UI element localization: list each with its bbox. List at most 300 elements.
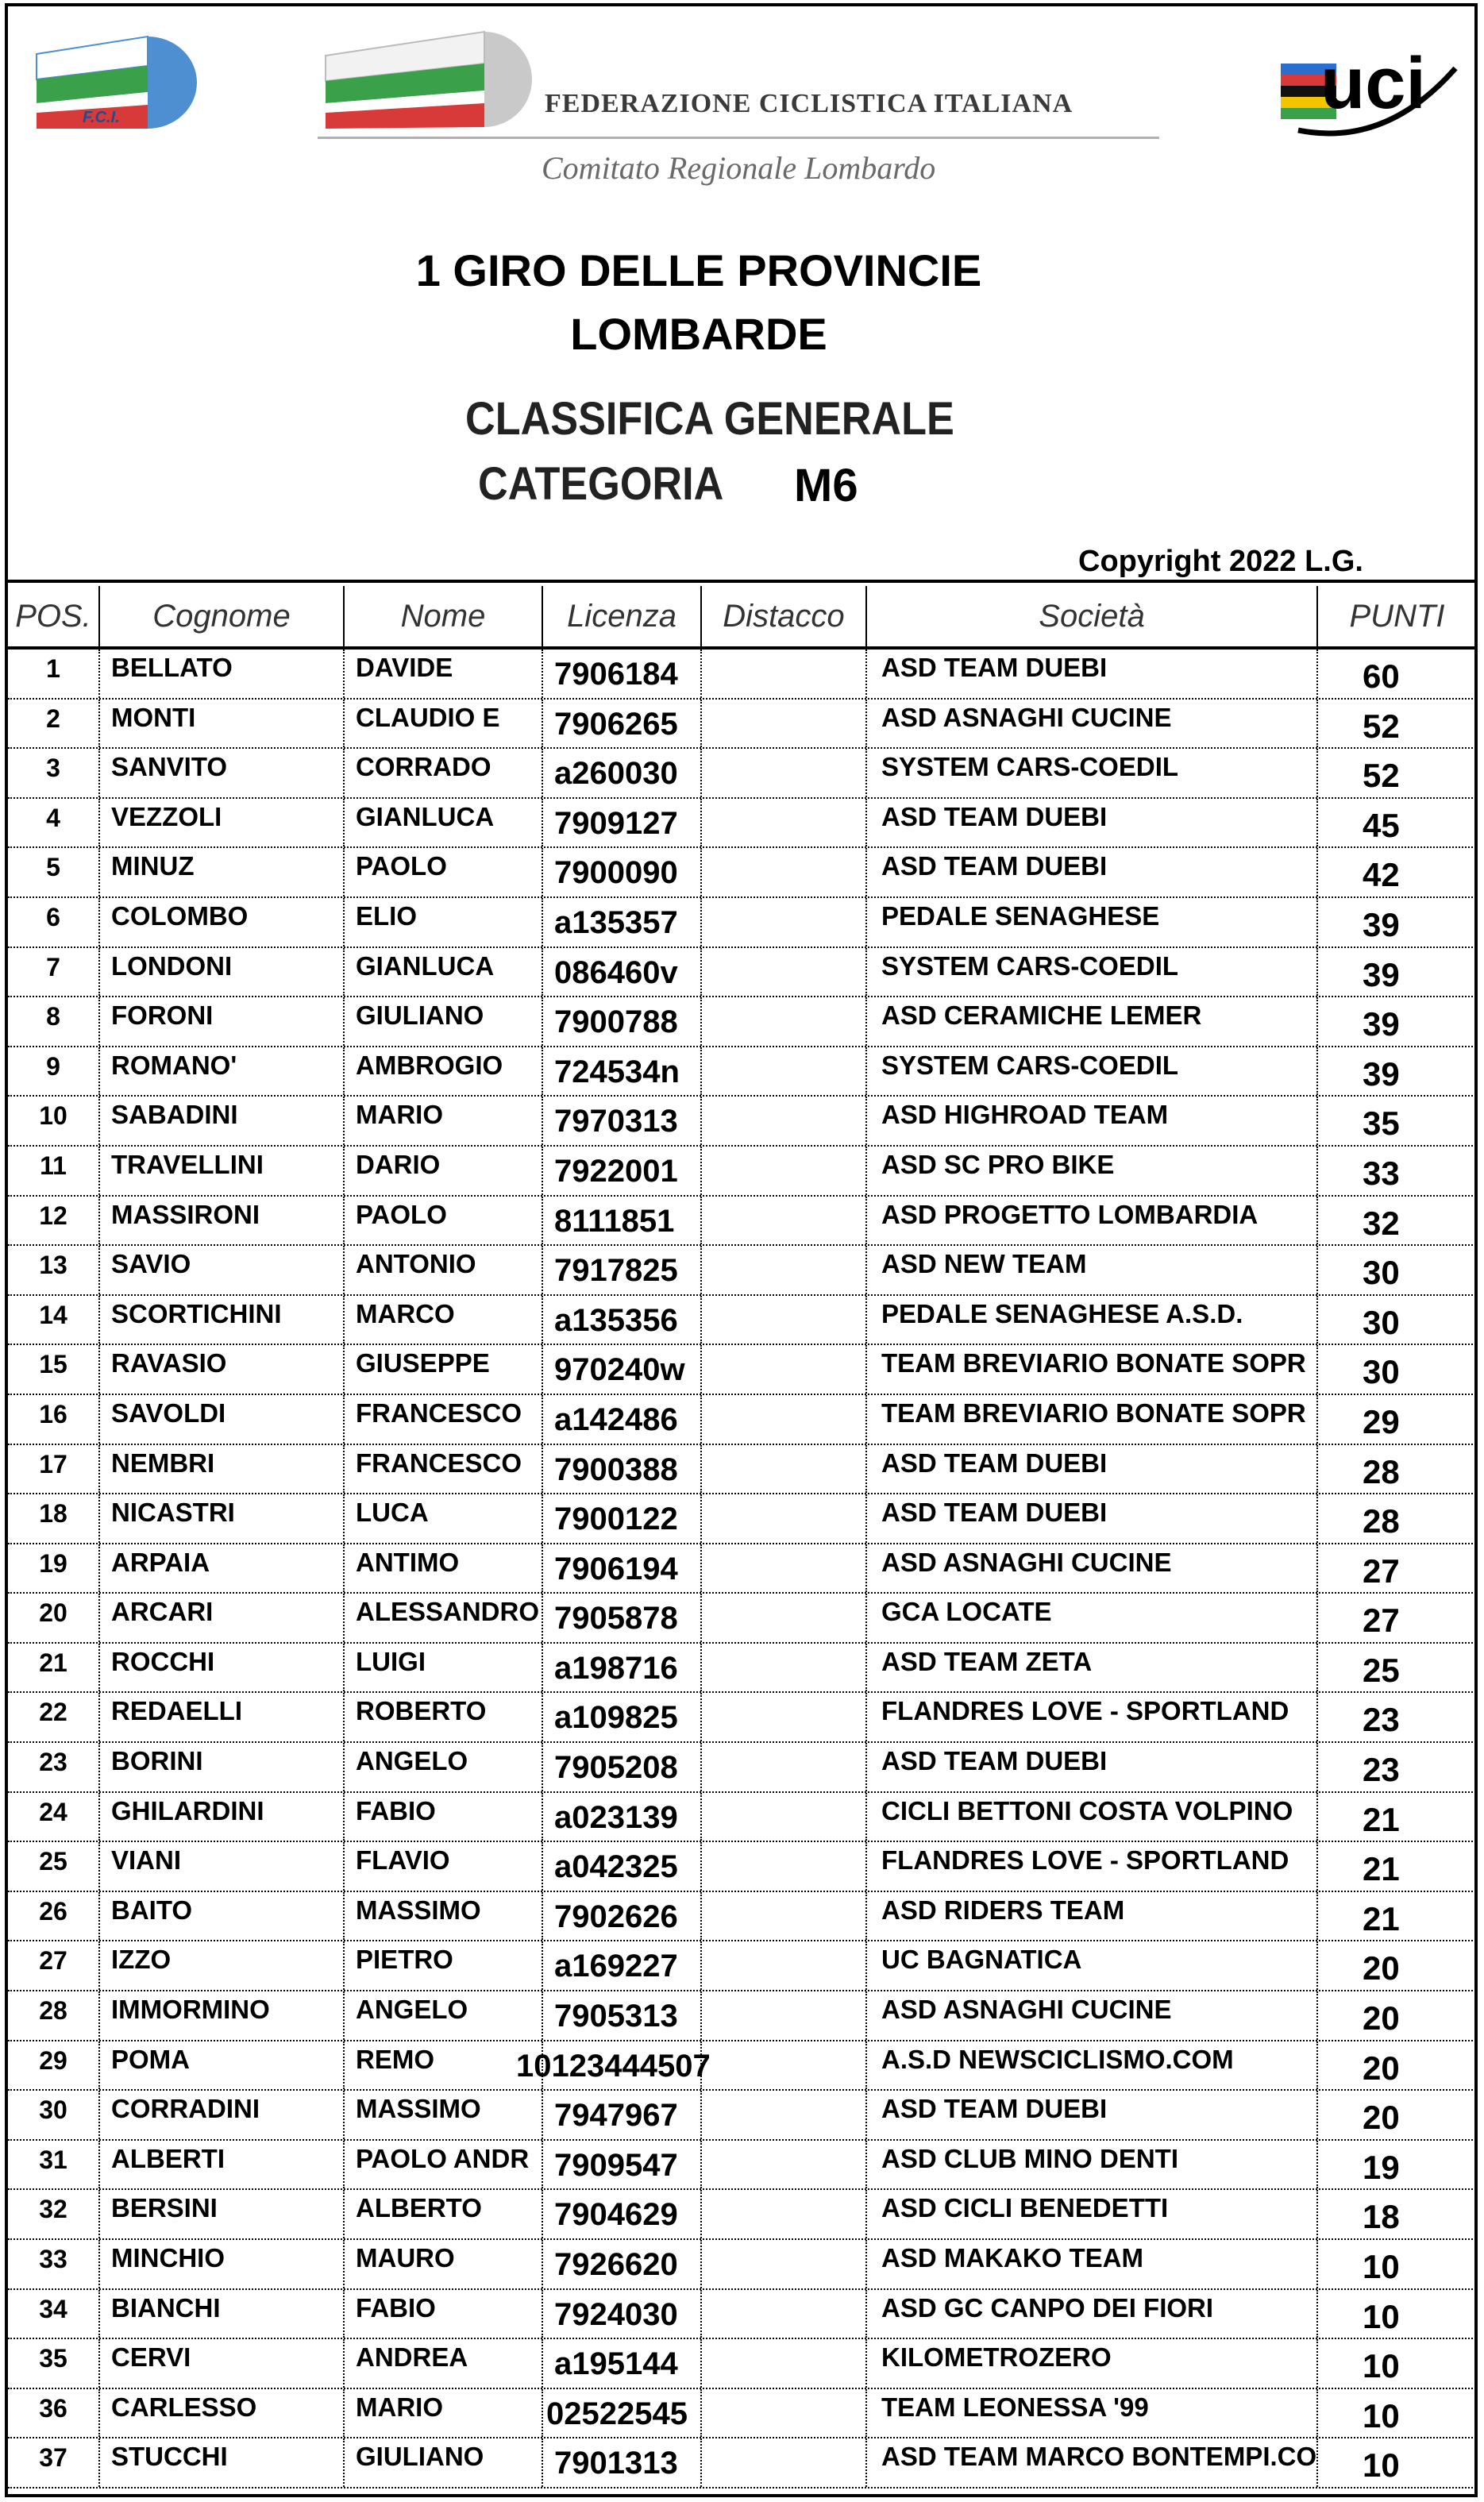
cell-societa: SYSTEM CARS-COEDIL [867,1047,1318,1096]
cell-nome: MARCO [345,1296,543,1344]
table-row [8,1544,1476,1594]
cell-nome: MASSIMO [345,1892,543,1941]
cell-societa: UC BAGNATICA [867,1941,1318,1990]
cell-societa: ASD SC PRO BIKE [867,1147,1318,1195]
column-header-pos: POS. [8,586,100,646]
cell-licenza: a135357 [543,898,702,946]
cell-cognome: SAVOLDI [100,1395,345,1444]
cell-pos: 21 [8,1644,100,1692]
cell-punti: 52 [1363,707,1400,745]
cell-pos: 30 [8,2091,100,2139]
table-row [8,1793,1476,1843]
cell-licenza: 10123444507 [543,2041,702,2090]
cell-nome: MARIO [345,1097,543,1145]
cell-licenza: 7922001 [543,1147,702,1195]
table-header-row [8,586,1476,646]
cell-punti: 45 [1363,806,1400,844]
cell-cognome: LONDONI [100,948,345,997]
cell-societa: ASD TEAM DUEBI [867,2091,1318,2139]
cell-distacco [702,2041,867,2090]
cell-licenza: 7906184 [543,650,702,698]
cell-licenza: 8111851 [543,1197,702,1245]
cell-licenza: 7924030 [543,2290,702,2338]
cell-nome: MARIO [345,2389,543,2438]
cell-punti: 21 [1363,1800,1400,1838]
cell-nome: LUIGI [345,1644,543,1692]
cell-cognome: ARCARI [100,1594,345,1642]
fci-logo [29,30,207,133]
cell-societa: TEAM BREVIARIO BONATE SOPR [867,1345,1318,1394]
cell-pos: 7 [8,948,100,997]
cell-distacco [702,1842,867,1891]
cell-cognome: CORRADINI [100,2091,345,2139]
table-row [8,2240,1476,2290]
table-row [8,2389,1476,2439]
table-row [8,1941,1476,1991]
cell-distacco [702,1941,867,1990]
table-row [8,650,1476,700]
table-row [8,997,1476,1047]
cell-licenza: 7900788 [543,997,702,1046]
cell-licenza: 7900090 [543,848,702,896]
table-row [8,898,1476,948]
cell-cognome: COLOMBO [100,898,345,946]
column-header-distacco: Distacco [702,586,867,646]
cell-nome: FRANCESCO [345,1395,543,1444]
cell-societa: ASD CLUB MINO DENTI [867,2141,1318,2189]
cell-licenza: a042325 [543,1842,702,1891]
cell-distacco [702,1395,867,1444]
cell-cognome: ROMANO' [100,1047,345,1096]
cell-pos: 23 [8,1743,100,1791]
cell-societa: TEAM LEONESSA '99 [867,2389,1318,2438]
cell-societa: ASD NEW TEAM [867,1246,1318,1294]
cell-licenza: 7901313 [543,2438,702,2487]
cell-cognome: IMMORMINO [100,1991,345,2040]
cell-nome: PIETRO [345,1941,543,1990]
cell-cognome: IZZO [100,1941,345,1990]
cell-punti: 60 [1363,657,1400,695]
table-body [8,646,1476,2489]
column-header-punti: PUNTI [1349,599,1445,634]
cell-licenza: a195144 [543,2339,702,2388]
cell-distacco [702,1147,867,1195]
category-label: CATEGORIA [478,458,724,510]
cell-cognome: BIANCHI [100,2290,345,2338]
cell-pos: 24 [8,1793,100,1841]
cell-licenza: a260030 [543,749,702,797]
cell-cognome: ROCCHI [100,1644,345,1692]
cell-societa: ASD MAKAKO TEAM [867,2240,1318,2288]
cell-licenza: 724534n [543,1047,702,1096]
cell-nome: GIANLUCA [345,799,543,847]
federation-flag-logo [318,24,548,135]
table-row [8,1892,1476,1942]
cell-societa: ASD ASNAGHI CUCINE [867,1544,1318,1593]
cell-licenza: a198716 [543,1644,702,1692]
cell-punti: 39 [1363,1054,1400,1093]
cell-cognome: TRAVELLINI [100,1147,345,1195]
cell-licenza: 7906265 [543,700,702,748]
cell-pos: 1 [8,650,100,698]
cell-nome: PAOLO [345,848,543,896]
table-row [8,1693,1476,1743]
cell-licenza: 7900122 [543,1494,702,1543]
table-row [8,1743,1476,1793]
cell-cognome: REDAELLI [100,1693,345,1741]
cell-pos: 29 [8,2041,100,2090]
table-row [8,1047,1476,1097]
cell-nome: FABIO [345,1793,543,1841]
cell-cognome: BELLATO [100,650,345,698]
cell-societa: PEDALE SENAGHESE A.S.D. [867,1296,1318,1344]
svg-text:uci: uci [1320,43,1426,124]
cell-licenza: 7909127 [543,799,702,847]
cell-pos: 28 [8,1991,100,2040]
cell-punti: 30 [1363,1303,1400,1341]
cell-distacco [702,848,867,896]
cell-distacco [702,700,867,748]
cell-societa: ASD GC CANPO DEI FIORI [867,2290,1318,2338]
cell-cognome: SAVIO [100,1246,345,1294]
cell-pos: 19 [8,1544,100,1593]
cell-societa: ASD TEAM MARCO BONTEMPI.CO [867,2438,1318,2487]
cell-societa: ASD TEAM DUEBI [867,650,1318,698]
cell-punti: 35 [1363,1105,1400,1143]
cell-nome: DAVIDE [345,650,543,698]
cell-pos: 5 [8,848,100,896]
cell-pos: 15 [8,1345,100,1394]
cell-licenza: 970240w [543,1345,702,1394]
column-header-nome: Nome [345,586,543,646]
cell-punti: 23 [1363,1701,1400,1739]
cell-cognome: SABADINI [100,1097,345,1145]
uci-logo [1274,29,1465,140]
cell-punti: 20 [1363,1999,1400,2037]
column-header-licenza: Licenza [543,586,702,646]
cell-punti: 27 [1363,1552,1400,1590]
cell-cognome: MINCHIO [100,2240,345,2288]
cell-societa: KILOMETROZERO [867,2339,1318,2388]
cell-distacco [702,1445,867,1494]
cell-punti: 10 [1363,2297,1400,2335]
table-row [8,2438,1476,2489]
cell-cognome: SANVITO [100,749,345,797]
cell-pos: 3 [8,749,100,797]
cell-punti: 30 [1363,1254,1400,1292]
cell-distacco [702,1197,867,1245]
cell-nome: ANGELO [345,1991,543,2040]
cell-societa: ASD TEAM DUEBI [867,799,1318,847]
cell-nome: PAOLO [345,1197,543,1245]
cell-distacco [702,898,867,946]
cell-nome: MAURO [345,2240,543,2288]
cell-cognome: CARLESSO [100,2389,345,2438]
cell-punti: 25 [1363,1651,1400,1689]
table-row [8,799,1476,849]
cell-punti: 29 [1363,1402,1400,1440]
cell-licenza: 7917825 [543,1246,702,1294]
cell-punti: 33 [1363,1154,1400,1192]
cell-distacco [702,2290,867,2338]
cell-punti: 52 [1363,757,1400,795]
cell-pos: 11 [8,1147,100,1195]
table-row [8,1147,1476,1197]
cell-nome: GIULIANO [345,2438,543,2487]
cell-punti: 23 [1363,1751,1400,1789]
cell-societa: FLANDRES LOVE - SPORTLAND [867,1842,1318,1891]
cell-punti: 21 [1363,1850,1400,1888]
cell-licenza: a023139 [543,1793,702,1841]
title-line-1: 1 GIRO DELLE PROVINCIE [415,245,982,295]
table-row [8,1991,1476,2041]
cell-punti: 20 [1363,1949,1400,1987]
cell-pos: 9 [8,1047,100,1096]
cell-cognome: NICASTRI [100,1494,345,1543]
cell-nome: GIULIANO [345,997,543,1046]
table-row [8,2290,1476,2340]
cell-cognome: POMA [100,2041,345,2090]
cell-distacco [702,2141,867,2189]
cell-cognome: BAITO [100,1892,345,1941]
cell-distacco [702,2190,867,2238]
title-line-2: LOMBARDE [570,309,827,359]
cell-pos: 31 [8,2141,100,2189]
cell-societa: ASD TEAM DUEBI [867,1445,1318,1494]
cell-punti: 20 [1363,2049,1400,2087]
cell-pos: 2 [8,700,100,748]
cell-pos: 26 [8,1892,100,1941]
cell-nome: ANTIMO [345,1544,543,1593]
cell-pos: 32 [8,2190,100,2238]
cell-punti: 10 [1363,2396,1400,2435]
cell-distacco [702,1097,867,1145]
cell-societa: PEDALE SENAGHESE [867,898,1318,946]
cell-licenza: 7909547 [543,2141,702,2189]
cell-cognome: FORONI [100,997,345,1046]
cell-punti: 10 [1363,2347,1400,2385]
cell-societa: ASD ASNAGHI CUCINE [867,700,1318,748]
cell-pos: 4 [8,799,100,847]
cell-nome: ANGELO [345,1743,543,1791]
table-row [8,2339,1476,2389]
cell-licenza: 7905313 [543,1991,702,2040]
cell-distacco [702,1991,867,2040]
copyright-notice: Copyright 2022 L.G. [1078,545,1363,578]
cell-distacco [702,2389,867,2438]
cell-punti: 42 [1363,856,1400,894]
cell-distacco [702,2438,867,2487]
cell-cognome: ALBERTI [100,2141,345,2189]
table-row [8,1097,1476,1147]
table-row [8,1842,1476,1892]
cell-pos: 37 [8,2438,100,2487]
cell-licenza: 7900388 [543,1445,702,1494]
cell-nome: CORRADO [345,749,543,797]
cell-punti: 21 [1363,1899,1400,1937]
cell-societa: ASD TEAM DUEBI [867,1743,1318,1791]
cell-pos: 10 [8,1097,100,1145]
cell-societa: ASD CICLI BENEDETTI [867,2190,1318,2238]
cell-distacco [702,1047,867,1096]
cell-distacco [702,1544,867,1593]
cell-societa: SYSTEM CARS-COEDIL [867,749,1318,797]
cell-nome: LUCA [345,1494,543,1543]
cell-licenza: 7947967 [543,2091,702,2139]
cell-distacco [702,997,867,1046]
cell-cognome: GHILARDINI [100,1793,345,1841]
cell-societa: SYSTEM CARS-COEDIL [867,948,1318,997]
table-row [8,2041,1476,2091]
committee-name: Comitato Regionale Lombardo [542,150,936,186]
cell-licenza: a135356 [543,1296,702,1344]
cell-licenza: 086460v [543,948,702,997]
cell-pos: 33 [8,2240,100,2288]
cell-pos: 20 [8,1594,100,1642]
table-row [8,749,1476,799]
cell-pos: 27 [8,1941,100,1990]
table-row [8,1594,1476,1644]
cell-pos: 34 [8,2290,100,2338]
cell-distacco [702,799,867,847]
cell-punti: 27 [1363,1602,1400,1640]
cell-societa: ASD TEAM DUEBI [867,848,1318,896]
classification-title: CLASSIFICA GENERALE [465,393,954,445]
cell-distacco [702,2240,867,2288]
cell-cognome: MONTI [100,700,345,748]
cell-distacco [702,1345,867,1394]
cell-distacco [702,1693,867,1741]
cell-licenza: 7904629 [543,2190,702,2238]
cell-pos: 35 [8,2339,100,2388]
cell-pos: 17 [8,1445,100,1494]
cell-licenza: a142486 [543,1395,702,1444]
cell-pos: 6 [8,898,100,946]
cell-cognome: CERVI [100,2339,345,2388]
cell-nome: GIUSEPPE [345,1345,543,1394]
table-row [8,700,1476,750]
cell-distacco [702,1246,867,1294]
cell-nome: ELIO [345,898,543,946]
cell-pos: 16 [8,1395,100,1444]
cell-nome: REMO [345,2041,543,2090]
cell-nome: ANTONIO [345,1246,543,1294]
cell-distacco [702,1296,867,1344]
cell-cognome: BORINI [100,1743,345,1791]
cell-punti: 10 [1363,2248,1400,2285]
cell-nome: CLAUDIO E [345,700,543,748]
cell-pos: 25 [8,1842,100,1891]
cell-punti: 20 [1363,2099,1400,2137]
cell-punti: 28 [1363,1502,1400,1540]
cell-cognome: MINUZ [100,848,345,896]
cell-punti: 30 [1363,1353,1400,1391]
cell-nome: FRANCESCO [345,1445,543,1494]
cell-nome: DARIO [345,1147,543,1195]
cell-cognome: VIANI [100,1842,345,1891]
cell-societa: ASD HIGHROAD TEAM [867,1097,1318,1145]
cell-licenza: 7970313 [543,1097,702,1145]
table-row [8,1644,1476,1694]
cell-distacco [702,948,867,997]
cell-nome: FLAVIO [345,1842,543,1891]
cell-punti: 28 [1363,1452,1400,1490]
cell-nome: PAOLO ANDR [345,2141,543,2189]
cell-societa: FLANDRES LOVE - SPORTLAND [867,1693,1318,1741]
cell-licenza: 7926620 [543,2240,702,2288]
table-row [8,848,1476,898]
table-row [8,1445,1476,1495]
header-divider [5,580,1478,583]
cell-cognome: NEMBRI [100,1445,345,1494]
table-row [8,1345,1476,1395]
column-header-cognome: Cognome [100,586,345,646]
cell-societa: GCA LOCATE [867,1594,1318,1642]
cell-punti: 10 [1363,2446,1400,2485]
cell-licenza: a109825 [543,1693,702,1741]
cell-licenza: 02522545 [543,2389,702,2438]
cell-distacco [702,1594,867,1642]
cell-cognome: ARPAIA [100,1544,345,1593]
table-row [8,2091,1476,2141]
federation-name: FEDERAZIONE CICLISTICA ITALIANA [545,89,1073,118]
svg-text:F.C.I.: F.C.I. [83,109,120,126]
cell-distacco [702,650,867,698]
cell-distacco [702,1892,867,1941]
cell-punti: 18 [1363,2198,1400,2236]
cell-pos: 22 [8,1693,100,1741]
cell-societa: ASD CERAMICHE LEMER [867,997,1318,1046]
cell-cognome: BERSINI [100,2190,345,2238]
cell-punti: 39 [1363,905,1400,943]
cell-nome: ALESSANDRO [345,1594,543,1642]
table-row [8,1494,1476,1544]
cell-pos: 13 [8,1246,100,1294]
cell-societa: A.S.D NEWSCICLISMO.COM [867,2041,1318,2090]
cell-distacco [702,1494,867,1543]
cell-punti: 39 [1363,1005,1400,1043]
cell-nome: ANDREA [345,2339,543,2388]
cell-pos: 18 [8,1494,100,1543]
cell-licenza: 7906194 [543,1544,702,1593]
cell-distacco [702,1793,867,1841]
cell-nome: GIANLUCA [345,948,543,997]
ranking-table [8,586,1476,2489]
cell-cognome: MASSIRONI [100,1197,345,1245]
cell-distacco [702,1743,867,1791]
cell-societa: ASD TEAM DUEBI [867,1494,1318,1543]
cell-licenza: 7905208 [543,1743,702,1791]
cell-nome: AMBROGIO [345,1047,543,1096]
cell-distacco [702,2091,867,2139]
table-row [8,1395,1476,1445]
cell-societa: ASD ASNAGHI CUCINE [867,1991,1318,2040]
cell-societa: ASD TEAM ZETA [867,1644,1318,1692]
cell-punti: 39 [1363,955,1400,993]
cell-punti: 32 [1363,1204,1400,1242]
cell-pos: 8 [8,997,100,1046]
cell-nome: ROBERTO [345,1693,543,1741]
cell-punti: 19 [1363,2148,1400,2186]
cell-distacco [702,1644,867,1692]
category-value: M6 [794,460,858,511]
cell-distacco [702,2339,867,2388]
table-row [8,1246,1476,1296]
cell-distacco [702,749,867,797]
cell-pos: 36 [8,2389,100,2438]
table-row [8,2141,1476,2191]
cell-pos: 14 [8,1296,100,1344]
